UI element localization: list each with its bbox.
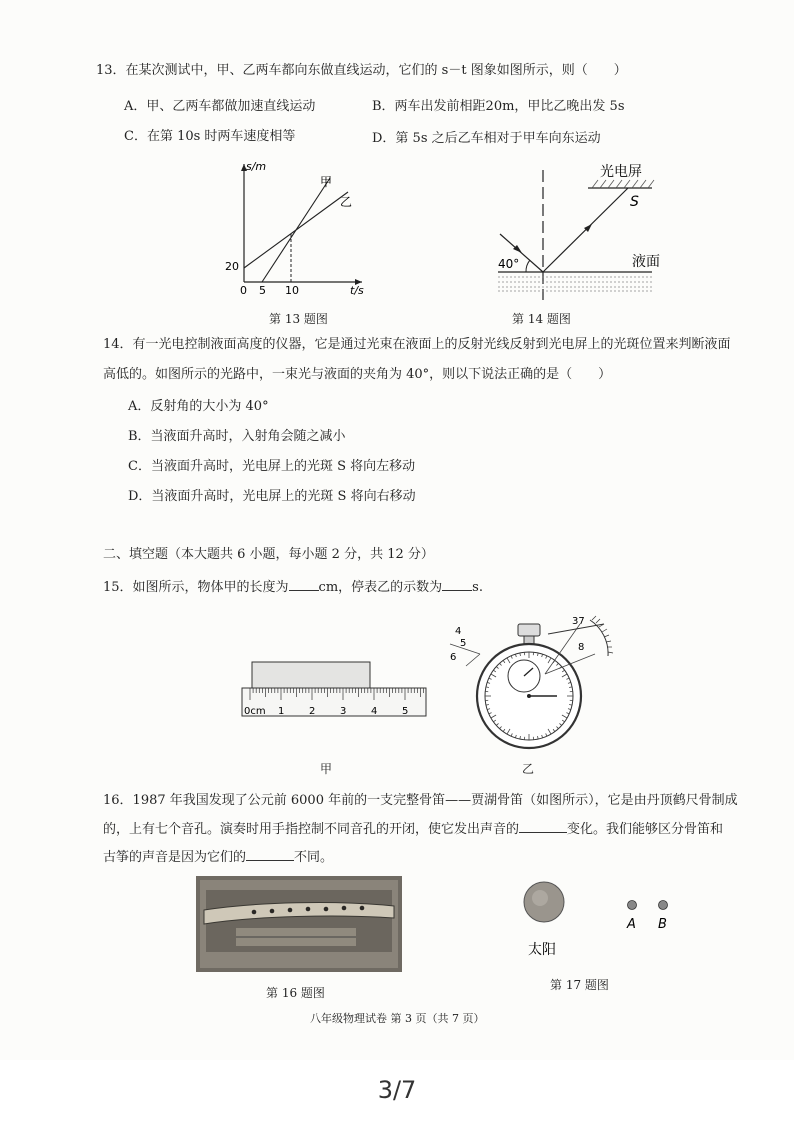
page-indicator: 3/7 [377, 1076, 417, 1104]
q15-stem [103, 578, 483, 597]
ruler-label-5: 5 [402, 706, 409, 717]
q17-point-b: B [658, 917, 667, 932]
q17-sun-figure [520, 878, 680, 958]
q13-option-d: D．第 5s 之后乙车相对于甲车向东运动 [372, 131, 601, 146]
q15-stopwatch-blank[interactable] [442, 578, 472, 591]
q13-x-tick-5: 5 [259, 284, 266, 297]
q15-stem-part3: s. [472, 580, 483, 595]
q15-label-yi: 乙 [522, 762, 535, 776]
q13-option-a: A．甲、乙两车都做加速直线运动 [124, 99, 316, 114]
q14-reflection-diagram [496, 160, 666, 300]
q16-figure-caption: 第 16 题图 [266, 986, 325, 1000]
q16-line2 [103, 820, 723, 839]
q13-line-jia-label: 甲 [320, 175, 333, 189]
dial-label-5: 5 [460, 638, 467, 649]
ruler-label-4: 4 [371, 706, 378, 717]
q16-blank-pitch[interactable] [519, 820, 567, 833]
q17-figure-caption: 第 17 题图 [550, 978, 609, 992]
q16-line2-part2: 变化。我们能够区分骨笛和 [567, 822, 724, 837]
q17-point-a: A [627, 917, 636, 932]
q15-stem-part1: 15．如图所示，物体甲的长度为 [103, 580, 289, 595]
q16-line3-part2: 不同。 [294, 850, 334, 865]
q14-spot-label: S [630, 194, 639, 210]
dial-label-8: 8 [578, 642, 585, 653]
section-title-fill-in: 二、填空题（本大题共 6 小题，每小题 2 分，共 12 分） [103, 547, 434, 562]
q14-liquid-label: 液面 [632, 254, 660, 270]
q13-stem: 13．在某次测试中，甲、乙两车都向东做直线运动，它们的 s－t 图象如图所示，则（ ） [96, 63, 627, 78]
ruler-label-3: 3 [340, 706, 347, 717]
q17-sun-label: 太阳 [528, 942, 556, 958]
q13-x-axis-label: t/s [350, 284, 364, 297]
q15-ruler-figure [240, 660, 430, 720]
ruler-label-2: 2 [309, 706, 316, 717]
q13-y-tick-20: 20 [225, 260, 239, 273]
ruler-label-0: 0cm [244, 706, 266, 717]
q16-blank-timbre[interactable] [246, 848, 294, 861]
q16-line3 [103, 848, 333, 867]
q14-stem-line1: 14．有一光电控制液面高度的仪器，它是通过光束在液面上的反射光线反射到光电屏上的光斑位置来判断液面 [103, 337, 731, 352]
q13-x-tick-0: 0 [240, 284, 247, 297]
ruler-label-1: 1 [278, 706, 285, 717]
q15-label-jia: 甲 [320, 762, 333, 776]
dial-label-6: 6 [450, 652, 457, 663]
q13-figure-caption: 第 13 题图 [269, 312, 328, 326]
q15-length-blank[interactable] [289, 578, 319, 591]
q13-option-b: B．两车出发前相距20m，甲比乙晚出发 5s [372, 99, 625, 114]
q14-option-b: B．当液面升高时，入射角会随之减小 [128, 429, 346, 444]
q13-st-graph [222, 158, 362, 298]
q13-x-tick-10: 10 [285, 284, 299, 297]
q16-bone-flute-photo [196, 876, 402, 972]
q16-line1: 16．1987 年我国发现了公元前 6000 年前的一支完整骨笛——贾湖骨笛（如图所示），它是由丹顶鹤尺骨制成 [103, 793, 738, 808]
dial-label-37: 37 [572, 616, 585, 627]
q14-option-d: D．当液面升高时，光电屏上的光斑 S 将向右移动 [128, 489, 416, 504]
q15-stem-part2: cm，停表乙的示数为 [318, 580, 443, 595]
q14-stem-line2: 高低的。如图所示的光路中，一束光与液面的夹角为 40°，则以下说法正确的是（ ） [103, 367, 612, 382]
q14-option-c: C．当液面升高时，光电屏上的光斑 S 将向左移动 [128, 459, 416, 474]
page-footer: 八年级物理试卷 第 3 页（共 7 页） [310, 1012, 485, 1025]
q13-option-c: C．在第 10s 时两车速度相等 [124, 129, 296, 144]
dial-label-4: 4 [455, 626, 462, 637]
q13-line-yi-label: 乙 [340, 195, 353, 209]
q16-line2-part1: 的，上有七个音孔。演奏时用手指控制不同音孔的开闭，使它发出声音的 [103, 822, 520, 837]
q14-figure-caption: 第 14 题图 [512, 312, 571, 326]
q14-screen-label: 光电屏 [600, 164, 642, 180]
q14-angle-label: 40° [498, 257, 520, 271]
q14-option-a: A．反射角的大小为 40° [128, 399, 269, 414]
q16-line3-part1: 古筝的声音是因为它们的 [103, 850, 247, 865]
q15-stopwatch-figure [440, 614, 630, 759]
q13-y-axis-label: s/m [246, 160, 267, 173]
